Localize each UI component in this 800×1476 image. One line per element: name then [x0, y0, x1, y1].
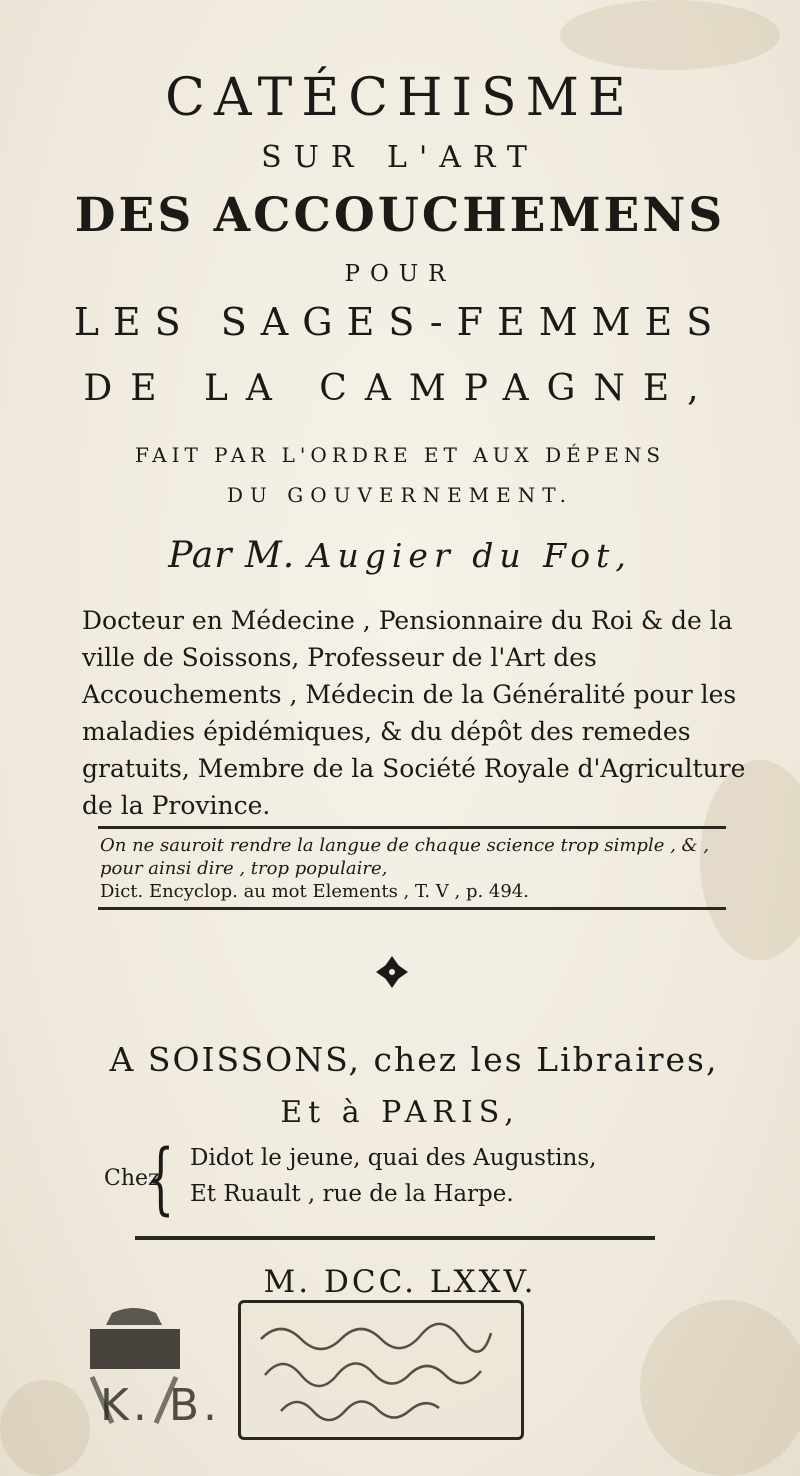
imprint-date: M. DCC. LXXV.	[263, 1264, 537, 1300]
epigraph-quote: On ne sauroit rendre la langue de chaque science trop simple , & , pour ainsi dire , trop populaire,	[100, 835, 709, 879]
stamp-kb-text: K. B.	[100, 1380, 221, 1431]
bookseller-didot: Didot le jeune, quai des Augustins,	[190, 1145, 597, 1171]
bottom-rule	[98, 907, 726, 910]
author-credentials: Docteur en Médecine , Pensionnaire du Roi & de la ville de Soissons, Professeur de l'Art des Accouchements , Médecin de la Généralité pour les maladies épidémiques, & du dépôt des remedes gratuits, Membre de la Société Royale d'Agriculture de la Province.	[82, 606, 746, 820]
ownership-signature-panel	[238, 1300, 524, 1440]
title-line-accouchemens: DES ACCOUCHEMENS	[74, 188, 726, 243]
title-line-sages-femmes: LES SAGES-FEMMES	[73, 300, 727, 344]
imprint-chez: Chez	[104, 1166, 160, 1191]
title-line-catechisme: CATÉCHISME	[165, 68, 635, 128]
imprint-rule	[135, 1236, 655, 1240]
title-line-campagne: DE LA CAMPAGNE,	[83, 368, 717, 409]
handwritten-signature-icon	[251, 1309, 511, 1429]
title-line-pour: POUR	[344, 261, 456, 287]
brace-icon: {	[147, 1134, 175, 1224]
epigraph	[100, 834, 720, 903]
author-prefix: Par M.	[168, 535, 296, 576]
epigraph-citation: Dict. Encyclop. au mot Elements , T. V , p. 494.	[100, 881, 529, 902]
bookseller-ruault: Et Ruault , rue de la Harpe.	[190, 1181, 514, 1207]
imprint-booksellers	[190, 1140, 596, 1212]
imprint-paris: Et à PARIS,	[280, 1095, 520, 1130]
fleuron-ornament-icon	[372, 952, 412, 992]
title-line-sur-lart: SUR L'ART	[261, 140, 539, 175]
top-rule	[98, 826, 726, 829]
author-line	[0, 535, 800, 576]
author-name: Augier du Fot,	[307, 536, 632, 575]
title-line-fait-par: FAIT PAR L'ORDRE ET AUX DÉPENS	[134, 443, 666, 467]
imprint-soissons: A SOISSONS, chez les Libraires,	[109, 1040, 719, 1079]
title-line-gouvernement: DU GOUVERNEMENT.	[226, 483, 573, 507]
